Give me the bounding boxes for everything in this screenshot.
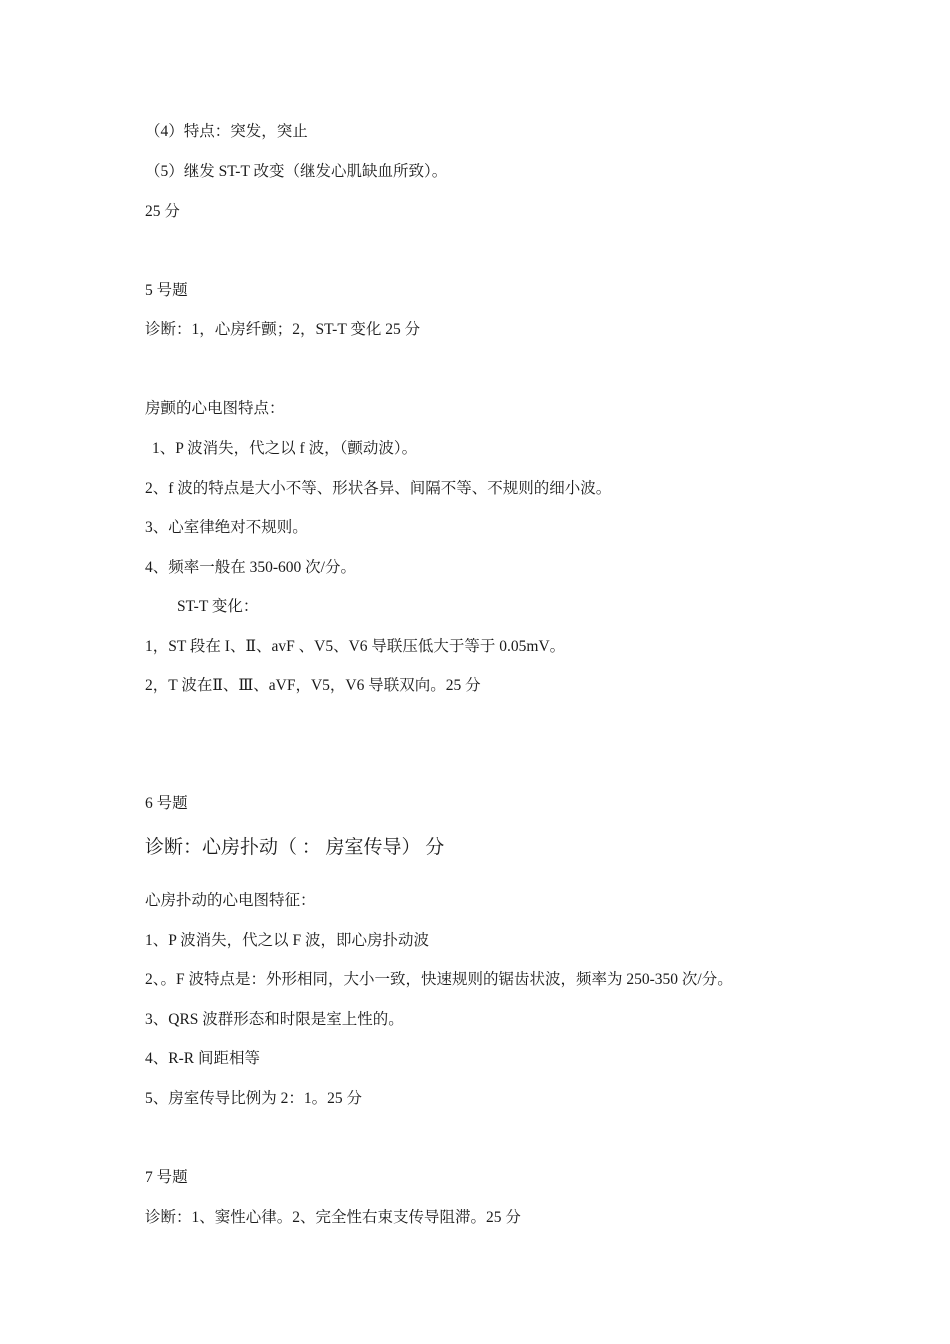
question-6-diagnosis: 诊断：心房扑动（ ： 房室传导） 分 bbox=[145, 837, 445, 858]
af-feature-3: 3、心室律绝对不规则。 bbox=[145, 519, 308, 536]
flutter-feature-5: 5、房室传导比例为 2：1。25 分 bbox=[145, 1090, 363, 1107]
st-t-item-1: 1，ST 段在 I、Ⅱ、avF 、V5、V6 导联压低大于等于 0.05mV。 bbox=[145, 638, 566, 655]
question-5-diagnosis: 诊断：1，心房纤颤；2，ST-T 变化 25 分 bbox=[145, 321, 421, 338]
af-feature-2: 2、f 波的特点是大小不等、形状各异、间隔不等、不规则的细小波。 bbox=[145, 480, 612, 497]
st-t-item-2: 2，T 波在Ⅱ、Ⅲ、aVF，V5，V6 导联双向。25 分 bbox=[145, 677, 481, 694]
question-5-heading: 5 号题 bbox=[145, 282, 188, 299]
question-7-diagnosis: 诊断：1、窦性心律。2、完全性右束支传导阻滞。25 分 bbox=[145, 1209, 521, 1226]
text-line-score: 25 分 bbox=[145, 203, 180, 220]
question-6-heading: 6 号题 bbox=[145, 795, 188, 812]
af-feature-4: 4、频率一般在 350-600 次/分。 bbox=[145, 559, 356, 576]
flutter-feature-3: 3、QRS 波群形态和时限是室上性的。 bbox=[145, 1011, 404, 1028]
text-line-feature-5: （5）继发 ST-T 改变（继发心肌缺血所致）。 bbox=[145, 163, 448, 180]
flutter-feature-1: 1、P 波消失，代之以 F 波，即心房扑动波 bbox=[145, 932, 430, 949]
question-7-heading: 7 号题 bbox=[145, 1169, 188, 1186]
text-line-feature-4: （4）特点：突发，突止 bbox=[145, 123, 308, 140]
flutter-feature-2: 2、。F 波特点是：外形相同，大小一致，快速规则的锯齿状波，频率为 250-350 次/分。 bbox=[145, 971, 733, 988]
flutter-features-heading: 心房扑动的心电图特征： bbox=[145, 892, 316, 909]
af-features-heading: 房颤的心电图特点： bbox=[145, 400, 285, 417]
flutter-feature-4: 4、R-R 间距相等 bbox=[145, 1050, 260, 1067]
st-t-heading: ST-T 变化： bbox=[177, 598, 259, 615]
af-feature-1: 1、P 波消失，代之以 f 波，（颤动波）。 bbox=[152, 440, 418, 457]
